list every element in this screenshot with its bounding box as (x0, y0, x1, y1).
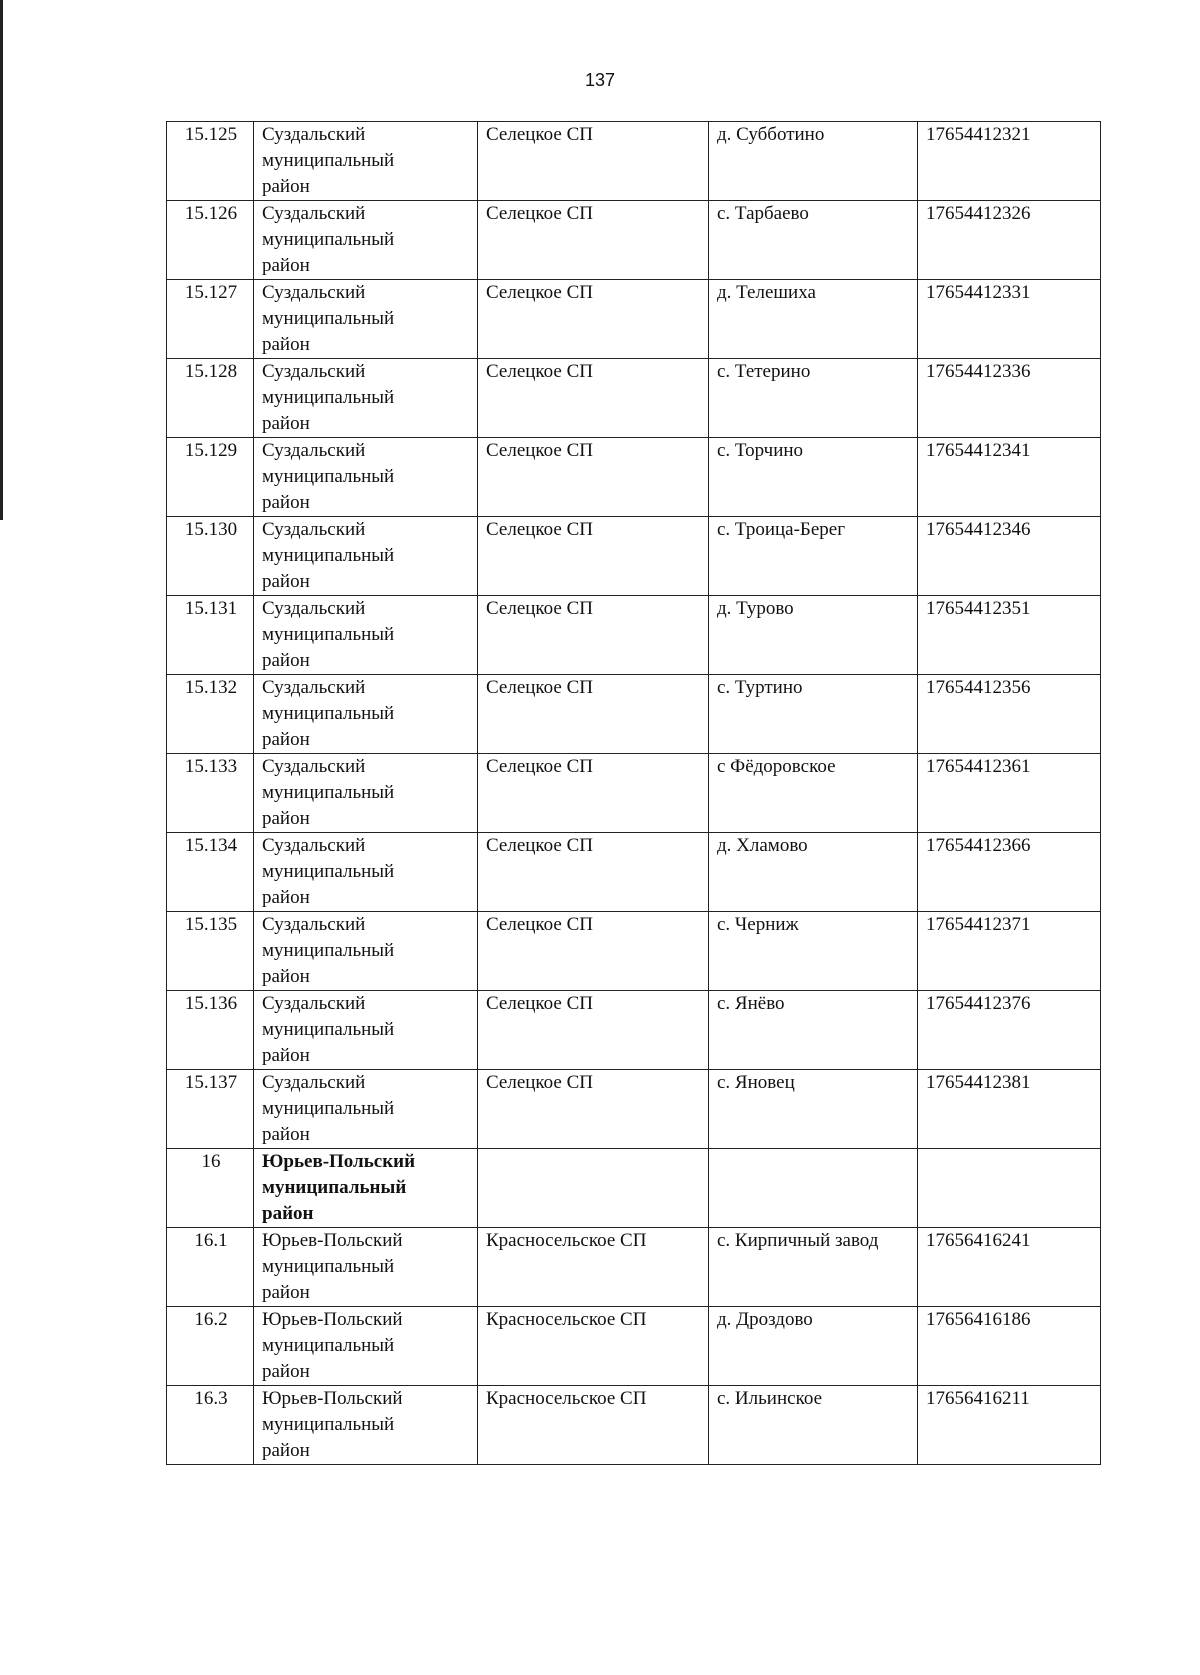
row-number: 15.134 (167, 833, 254, 912)
row-number: 15.128 (167, 359, 254, 438)
district-cell (254, 1386, 478, 1465)
district-line: Юрьев-Польский (262, 1151, 416, 1172)
table-row (167, 833, 1101, 912)
district-line: муниципальный (262, 782, 395, 803)
district-line: район (262, 1282, 310, 1303)
table-row (167, 280, 1101, 359)
locality-cell: д. Дроздово (709, 1307, 918, 1386)
district-line: Юрьев-Польский (262, 1309, 403, 1330)
settlement-cell (478, 1149, 709, 1228)
settlement-cell: Селецкое СП (478, 122, 709, 201)
district-line: Суздальский (262, 361, 366, 382)
district-line: район (262, 413, 310, 434)
district-line: муниципальный (262, 150, 395, 171)
locality-cell: д. Субботино (709, 122, 918, 201)
row-number: 16.2 (167, 1307, 254, 1386)
code-cell: 17654412366 (918, 833, 1101, 912)
district-line: муниципальный (262, 229, 395, 250)
code-cell: 17654412376 (918, 991, 1101, 1070)
district-cell (254, 912, 478, 991)
district-line: район (262, 1045, 310, 1066)
locality-cell: д. Телешиха (709, 280, 918, 359)
code-cell: 17656416186 (918, 1307, 1101, 1386)
district-line: Суздальский (262, 1072, 366, 1093)
row-number: 15.135 (167, 912, 254, 991)
district-cell (254, 122, 478, 201)
code-cell: 17654412331 (918, 280, 1101, 359)
district-line: район (262, 492, 310, 513)
locality-cell: с Фёдоровское (709, 754, 918, 833)
district-line: район (262, 729, 310, 750)
locality-cell (709, 1149, 918, 1228)
locality-cell: с. Яновец (709, 1070, 918, 1149)
district-cell (254, 517, 478, 596)
page-number: 137 (584, 70, 616, 90)
settlement-cell: Селецкое СП (478, 675, 709, 754)
settlement-cell: Селецкое СП (478, 596, 709, 675)
district-line: муниципальный (262, 861, 395, 882)
code-cell (918, 1149, 1101, 1228)
district-cell (254, 991, 478, 1070)
district-cell (254, 359, 478, 438)
district-cell (254, 596, 478, 675)
settlement-cell: Селецкое СП (478, 912, 709, 991)
district-cell (254, 675, 478, 754)
district-cell (254, 201, 478, 280)
table-row (167, 1070, 1101, 1149)
table-row (167, 1307, 1101, 1386)
code-cell: 17654412326 (918, 201, 1101, 280)
district-line: район (262, 1361, 310, 1382)
district-line: район (262, 255, 310, 276)
code-cell: 17654412371 (918, 912, 1101, 991)
district-line: район (262, 650, 310, 671)
table-row (167, 991, 1101, 1070)
table-row (167, 1228, 1101, 1307)
settlement-cell: Красносельское СП (478, 1228, 709, 1307)
row-number: 15.126 (167, 201, 254, 280)
settlement-cell: Селецкое СП (478, 517, 709, 596)
district-line: муниципальный (262, 1335, 395, 1356)
locality-cell: с. Ильинское (709, 1386, 918, 1465)
district-line: Суздальский (262, 756, 366, 777)
code-cell: 17654412381 (918, 1070, 1101, 1149)
district-line: Суздальский (262, 598, 366, 619)
locality-cell: д. Турово (709, 596, 918, 675)
settlement-cell: Селецкое СП (478, 991, 709, 1070)
settlement-cell: Красносельское СП (478, 1307, 709, 1386)
district-line: Суздальский (262, 835, 366, 856)
district-cell (254, 1149, 478, 1228)
district-line: район (262, 1440, 310, 1461)
code-cell: 17654412321 (918, 122, 1101, 201)
locality-cell: д. Хламово (709, 833, 918, 912)
row-number: 15.136 (167, 991, 254, 1070)
code-cell: 17654412356 (918, 675, 1101, 754)
district-line: муниципальный (262, 703, 395, 724)
row-number: 16.1 (167, 1228, 254, 1307)
district-line: Суздальский (262, 677, 366, 698)
table-row (167, 912, 1101, 991)
district-line: район (262, 571, 310, 592)
code-cell: 17654412346 (918, 517, 1101, 596)
table-row (167, 122, 1101, 201)
district-line: Суздальский (262, 203, 366, 224)
district-cell (254, 754, 478, 833)
row-number: 16.3 (167, 1386, 254, 1465)
row-number: 15.131 (167, 596, 254, 675)
district-line: Суздальский (262, 993, 366, 1014)
district-line: район (262, 1124, 310, 1145)
row-number: 15.137 (167, 1070, 254, 1149)
row-number: 15.125 (167, 122, 254, 201)
district-line: муниципальный (262, 387, 395, 408)
district-line: муниципальный (262, 308, 395, 329)
table-row (167, 1386, 1101, 1465)
district-line: район (262, 808, 310, 829)
district-line: Юрьев-Польский (262, 1388, 403, 1409)
settlement-cell: Селецкое СП (478, 201, 709, 280)
table-row (167, 1149, 1101, 1228)
district-cell (254, 1307, 478, 1386)
district-line: муниципальный (262, 1256, 395, 1277)
district-line: муниципальный (262, 466, 395, 487)
district-line: район (262, 966, 310, 987)
settlements-table (166, 121, 1101, 1465)
district-line: муниципальный (262, 940, 395, 961)
district-cell (254, 1070, 478, 1149)
district-line: муниципальный (262, 1098, 395, 1119)
locality-cell: с. Торчино (709, 438, 918, 517)
settlement-cell: Селецкое СП (478, 754, 709, 833)
district-cell (254, 280, 478, 359)
settlement-cell: Селецкое СП (478, 280, 709, 359)
code-cell: 17656416211 (918, 1386, 1101, 1465)
code-cell: 17654412351 (918, 596, 1101, 675)
code-cell: 17654412341 (918, 438, 1101, 517)
locality-cell: с. Тарбаево (709, 201, 918, 280)
code-cell: 17654412336 (918, 359, 1101, 438)
district-line: район (262, 887, 310, 908)
table-row (167, 596, 1101, 675)
district-line: Суздальский (262, 124, 366, 145)
table-row (167, 517, 1101, 596)
settlement-cell: Селецкое СП (478, 833, 709, 912)
district-line: Суздальский (262, 440, 366, 461)
code-cell: 17656416241 (918, 1228, 1101, 1307)
code-cell: 17654412361 (918, 754, 1101, 833)
district-line: муниципальный (262, 1177, 407, 1198)
table-row (167, 359, 1101, 438)
district-line: Юрьев-Польский (262, 1230, 403, 1251)
row-number: 15.129 (167, 438, 254, 517)
district-line: Суздальский (262, 914, 366, 935)
district-line: муниципальный (262, 545, 395, 566)
district-line: Суздальский (262, 519, 366, 540)
row-number: 16 (167, 1149, 254, 1228)
table-row (167, 438, 1101, 517)
settlement-cell: Селецкое СП (478, 438, 709, 517)
settlement-cell: Селецкое СП (478, 359, 709, 438)
locality-cell: с. Кирпичный завод (709, 1228, 918, 1307)
district-line: муниципальный (262, 624, 395, 645)
locality-cell: с. Черниж (709, 912, 918, 991)
settlement-cell: Красносельское СП (478, 1386, 709, 1465)
district-line: муниципальный (262, 1019, 395, 1040)
district-cell (254, 1228, 478, 1307)
table-row (167, 754, 1101, 833)
row-number: 15.133 (167, 754, 254, 833)
table-row (167, 201, 1101, 280)
locality-cell: с. Туртино (709, 675, 918, 754)
district-line: район (262, 334, 310, 355)
table-row (167, 675, 1101, 754)
district-cell (254, 438, 478, 517)
row-number: 15.130 (167, 517, 254, 596)
locality-cell: с. Янёво (709, 991, 918, 1070)
district-line: муниципальный (262, 1414, 395, 1435)
locality-cell: с. Троица-Берег (709, 517, 918, 596)
locality-cell: с. Тетерино (709, 359, 918, 438)
row-number: 15.132 (167, 675, 254, 754)
district-line: район (262, 1203, 314, 1224)
row-number: 15.127 (167, 280, 254, 359)
district-line: Суздальский (262, 282, 366, 303)
settlement-cell: Селецкое СП (478, 1070, 709, 1149)
district-line: район (262, 176, 310, 197)
district-cell (254, 833, 478, 912)
